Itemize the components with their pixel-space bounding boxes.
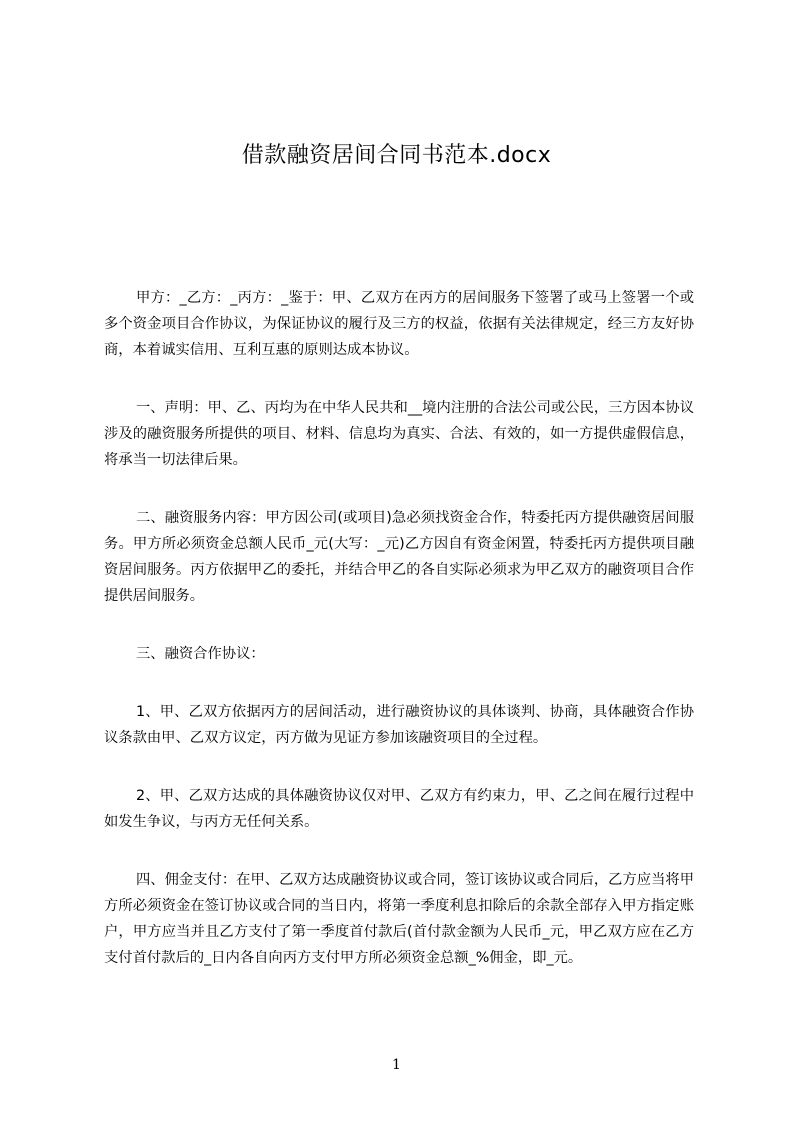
paragraph-service-content: 二、融资服务内容：甲方因公司(或项目)急必须找资金合作，特委托丙方提供融资居间服务。甲方所必须资金总额人民币_元(大写：_元)乙方因自有资金闲置，特委托丙方提供项目融资居间服务。丙方依据甲乙的委托，并结合甲乙的各自实际必须求为甲乙双方的融资项目合作提供居间服务。 — [104, 510, 694, 604]
paragraph-agreement-heading: 三、融资合作协议： — [136, 646, 265, 662]
page-number: 1 — [392, 1057, 401, 1073]
paragraph-clause-1: 1、甲、乙双方依据丙方的居间活动，进行融资协议的具体谈判、协商，具体融资合作协议条款由甲、乙双方议定，丙方做为见证方参加该融资项目的全过程。 — [104, 704, 694, 746]
paragraph-declaration: 一、声明：甲、乙、丙均为在中华人民共和__境内注册的合法公司或公民，三方因本协议涉及的融资服务所提供的项目、材料、信息均为真实、合法、有效的，如一方提供虚假信息，将承当一切法律后果。 — [104, 400, 694, 468]
document-body — [104, 285, 694, 1003]
document-title: 借款融资居间合同书范本.docx — [241, 143, 552, 168]
paragraph-clause-2: 2、甲、乙双方达成的具体融资协议仅对甲、乙双方有约束力，甲、乙之间在履行过程中如发生争议，与丙方无任何关系。 — [104, 788, 694, 830]
paragraph-commission: 四、佣金支付：在甲、乙双方达成融资协议或合同，签订该协议或合同后，乙方应当将甲方所必须资金在签订协议或合同的当日内，将第一季度利息扣除后的余款全部存入甲方指定账户，甲方应当并且乙方支付了第一季度首付款后(首付款金额为人民币_元，甲乙双方应在乙方支付首付款后的_日内各自向丙方支付甲方所必须资金总额_%佣金，即_元。 — [104, 872, 694, 966]
paragraph-preamble: 甲方：_乙方：_丙方：_鉴于：甲、乙双方在丙方的居间服务下签署了或马上签署一个或多个资金项目合作协议，为保证协议的履行及三方的权益，依据有关法律规定，经三方友好协商，本着诚实信用、互利互惠的原则达成本协议。 — [104, 290, 694, 358]
